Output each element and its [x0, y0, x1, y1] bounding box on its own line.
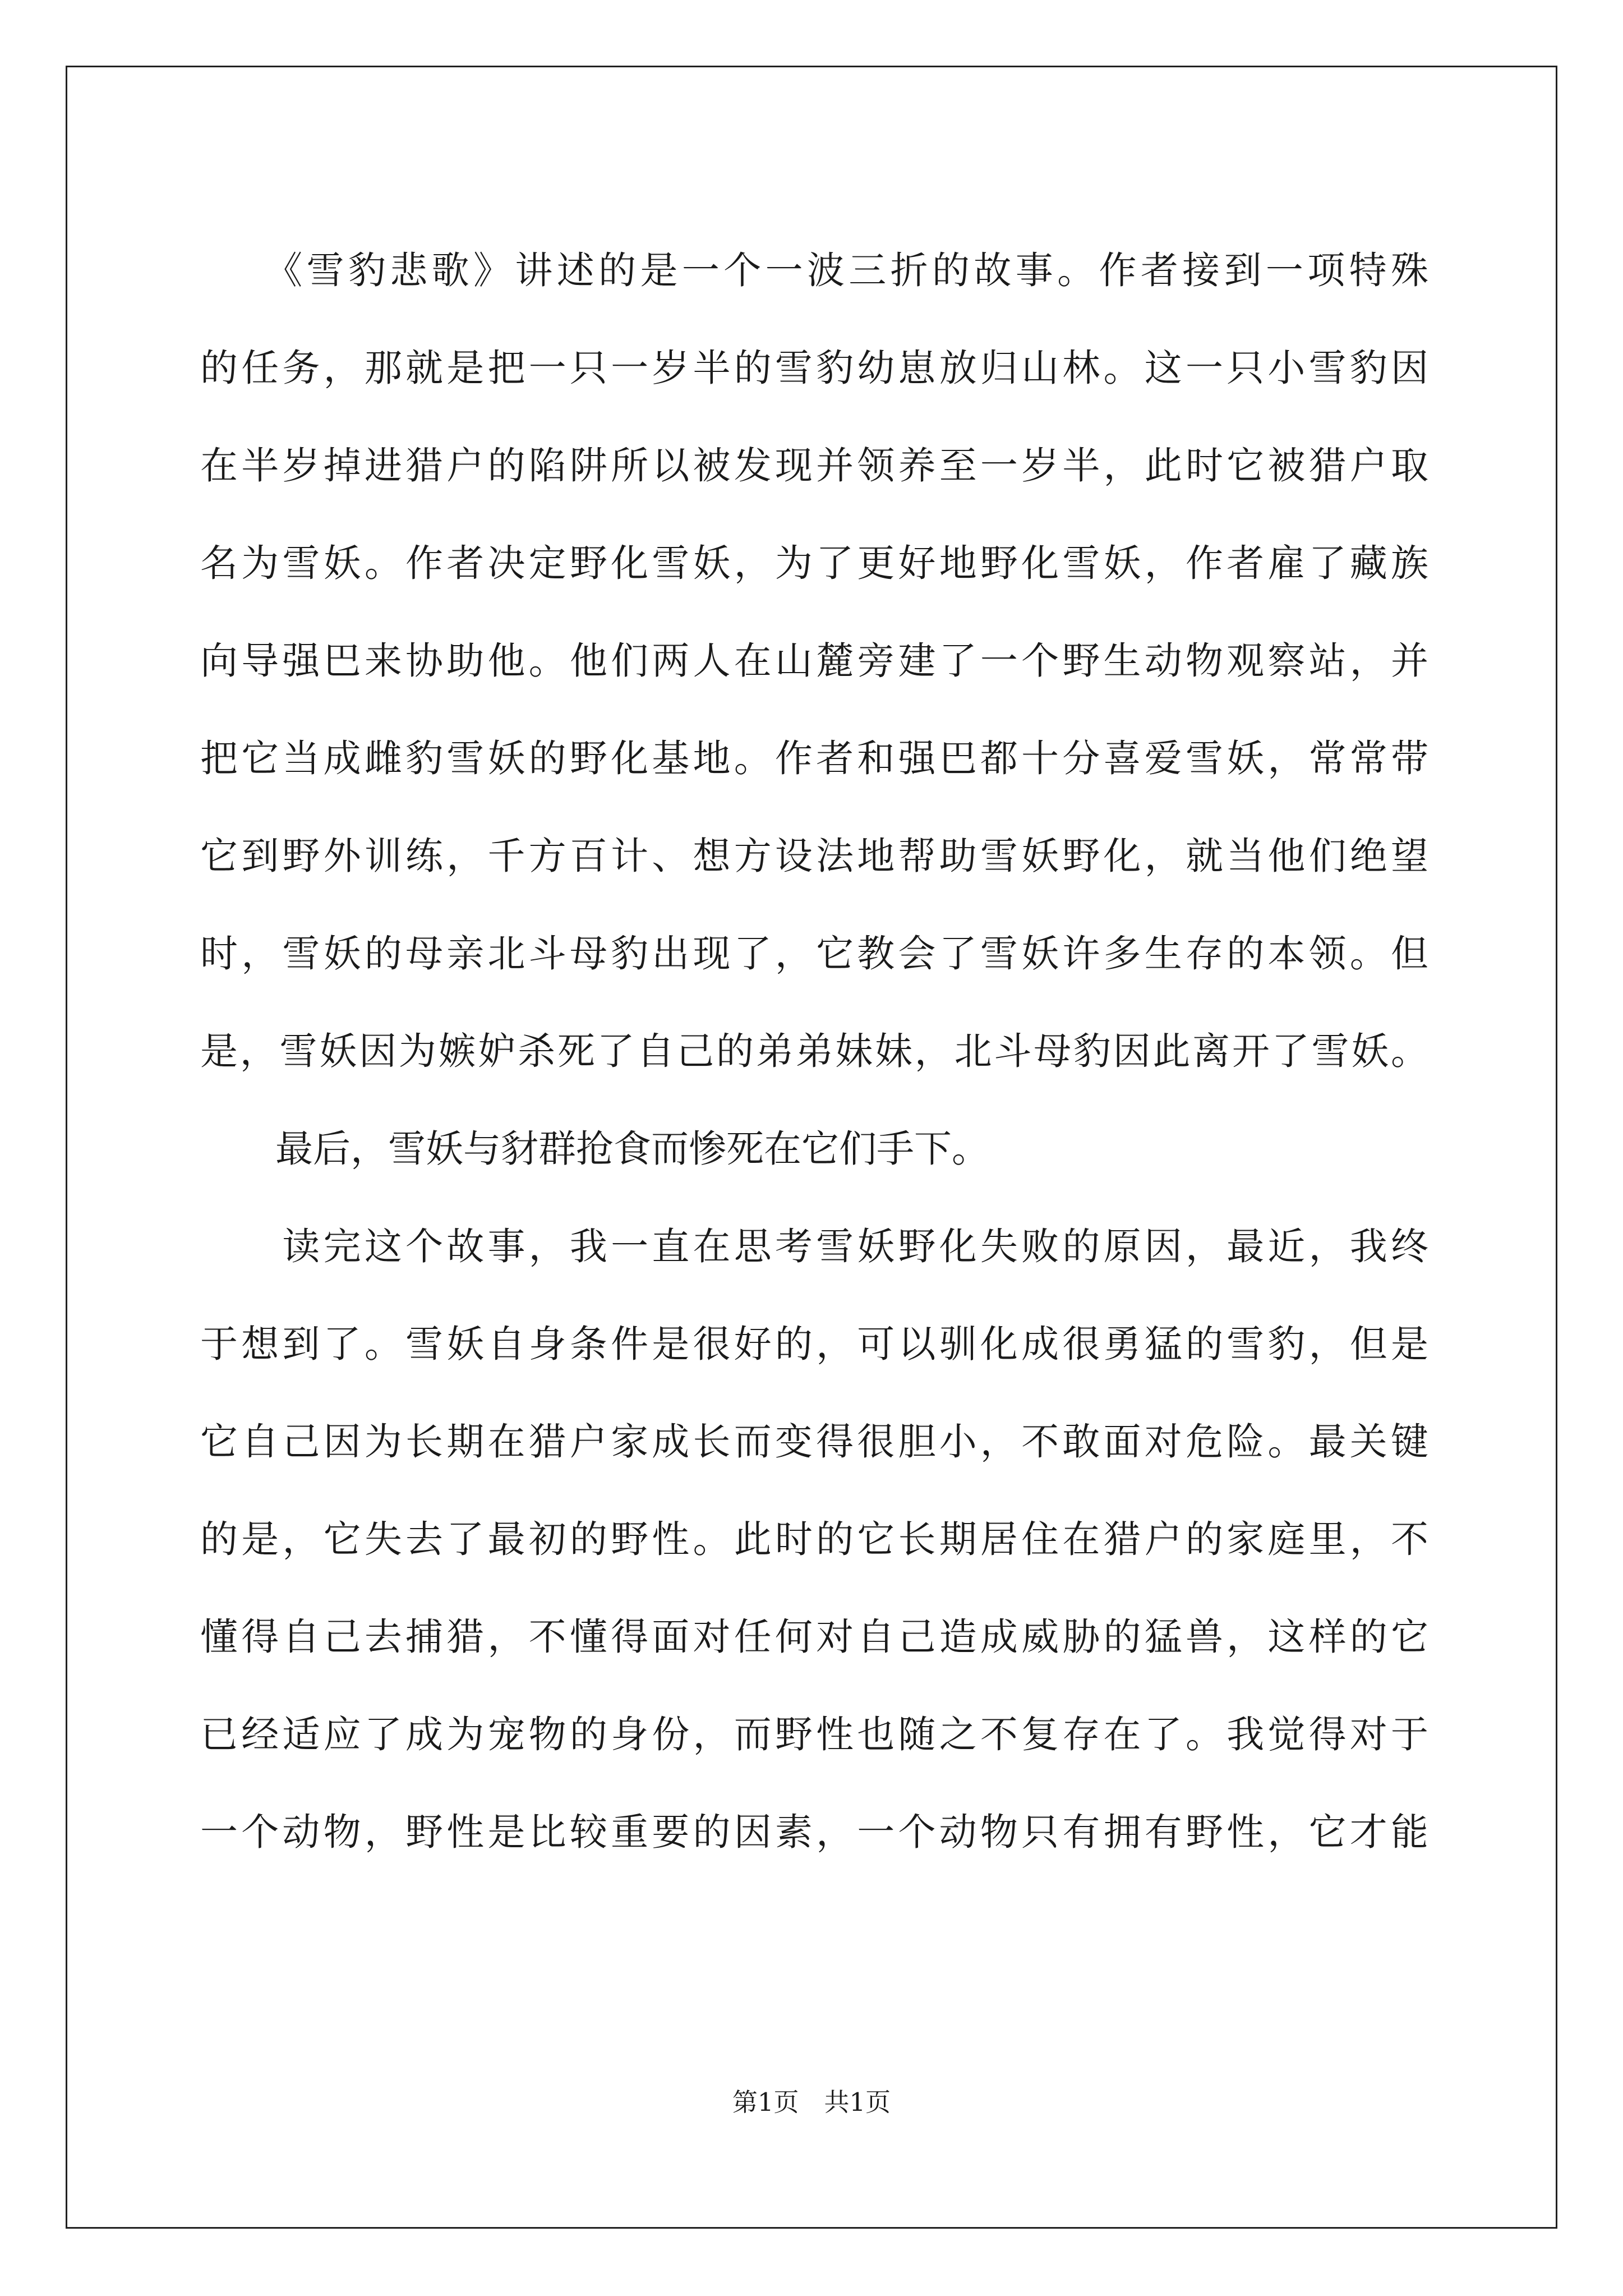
text-line: 已经适应了成为宠物的身份，而野性也随之不复存在了。我觉得对于 — [200, 1713, 1428, 1756]
text-line: 把它当成雌豹雪妖的野化基地。作者和强巴都十分喜爱雪妖，常常带 — [200, 737, 1428, 780]
text-line: 它到野外训练，千方百计、想方设法地帮助雪妖野化，就当他们绝望 — [200, 834, 1428, 878]
text-line: 的是，它失去了最初的野性。此时的它长期居住在猎户的家庭里，不 — [200, 1517, 1428, 1561]
text-line: 的任务，那就是把一只一岁半的雪豹幼崽放归山林。这一只小雪豹因 — [200, 346, 1428, 390]
text-line: 时，雪妖的母亲北斗母豹出现了，它教会了雪妖许多生存的本领。但 — [200, 932, 1428, 976]
text-line: 懂得自己去捕猎，不懂得面对任何对自己造成威胁的猛兽，这样的它 — [200, 1615, 1428, 1659]
text-line: 最后，雪妖与豺群抢食而惨死在它们手下。 — [200, 1127, 989, 1171]
text-line: 一个动物，野性是比较重要的因素，一个动物只有拥有野性，它才能 — [200, 1810, 1428, 1854]
text-line: 《雪豹悲歌》讲述的是一个一波三折的故事。作者接到一项特殊 — [200, 249, 1428, 292]
text-line: 读完这个故事，我一直在思考雪妖野化失败的原因，最近，我终 — [200, 1225, 1428, 1268]
text-line: 它自己因为长期在猎户家成长而变得很胆小，不敢面对危险。最关键 — [200, 1420, 1428, 1464]
text-line: 是，雪妖因为嫉妒杀死了自己的弟弟妹妹，北斗母豹因此离开了雪妖。 — [200, 1029, 1428, 1073]
page-footer: 第1页 共1页 — [732, 2087, 891, 2117]
text-line: 在半岁掉进猎户的陷阱所以被发现并领养至一岁半，此时它被猎户取 — [200, 444, 1428, 487]
document-body — [200, 222, 1428, 1881]
text-line: 名为雪妖。作者决定野化雪妖，为了更好地野化雪妖，作者雇了藏族 — [200, 541, 1428, 585]
text-line: 于想到了。雪妖自身条件是很好的，可以驯化成很勇猛的雪豹，但是 — [200, 1322, 1428, 1366]
text-line: 向导强巴来协助他。他们两人在山麓旁建了一个野生动物观察站，并 — [200, 639, 1428, 683]
